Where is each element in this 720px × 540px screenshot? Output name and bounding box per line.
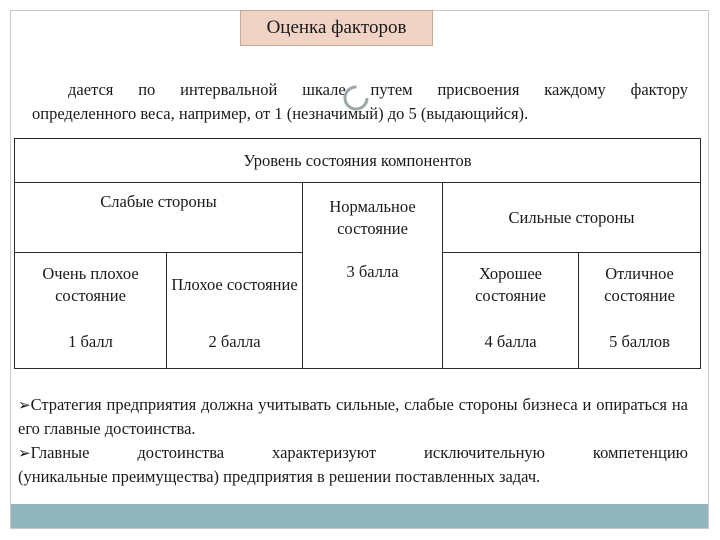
points-5: 5 баллов [579,317,701,369]
table-header: Уровень состояния компонентов [15,139,701,183]
slide-title: Оценка факторов [240,10,433,46]
points-2: 2 балла [167,317,303,369]
points-4: 4 балла [443,317,579,369]
state-very-bad: Очень плохое состояние [15,253,167,317]
state-bad: Плохое состояние [167,253,303,317]
points-3-empty [303,317,443,369]
bullet-text-2-line-1: Главные достоинства характеризуют исключительную компетенцию [30,443,688,462]
bullet-item [18,393,688,441]
bullet-item [18,441,688,465]
bullet-list [18,393,688,489]
arrow-bullet-icon: ➢ [18,444,31,462]
component-level-table [14,138,701,369]
group-normal-state: Нормальное состояние [303,183,443,253]
state-excellent: Отличное состояние [579,253,701,317]
state-normal-points: 3 балла [303,253,443,317]
intro-line-2: определенного веса, например, от 1 (незначимый) до 5 (выдающийся). [32,104,529,123]
slide-bottom-bar [11,504,708,528]
intro-line-1: дается по интервальной шкале путем присвоения каждому фактору [68,80,688,99]
points-1: 1 балл [15,317,167,369]
state-good: Хорошее состояние [443,253,579,317]
ring-icon [342,84,370,112]
bullet-continuation: (уникальные преимущества) предприятия в решении поставленных задач. [18,467,541,486]
bullet-text-1: Стратегия предприятия должна учитывать сильные, слабые стороны бизнеса и опираться на его главные достоинства. [18,395,688,438]
group-weak-sides: Слабые стороны [15,183,303,253]
group-strong-sides: Сильные стороны [443,183,701,253]
arrow-bullet-icon: ➢ [18,396,31,414]
